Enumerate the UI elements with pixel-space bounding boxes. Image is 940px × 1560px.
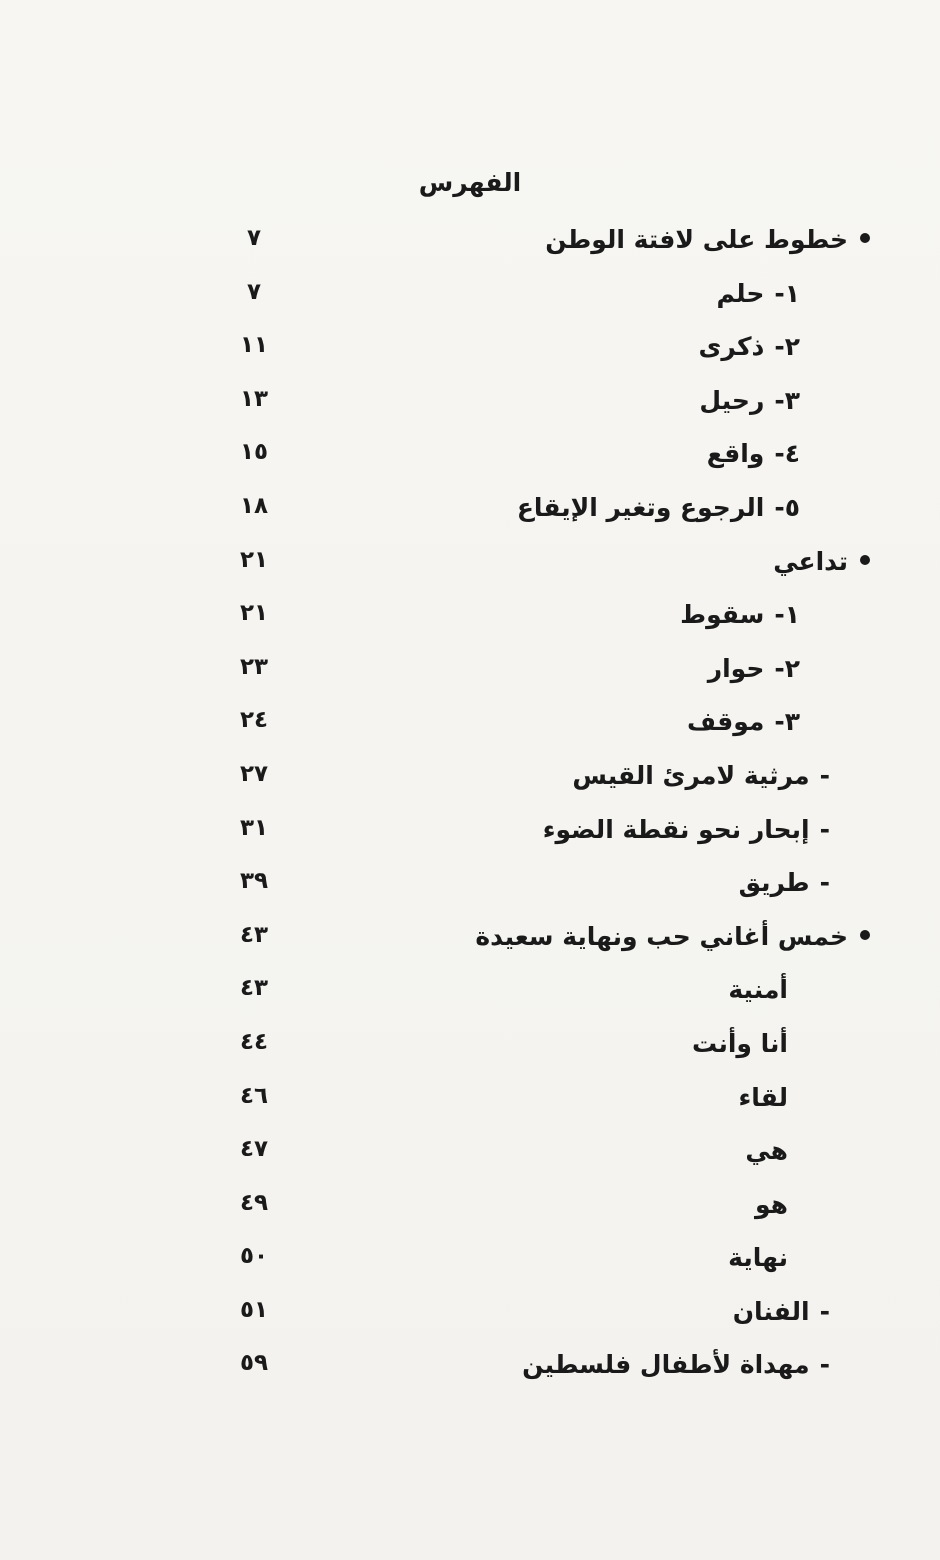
toc-entry-title [728, 1243, 788, 1272]
toc-entry-text: أمنية [728, 975, 788, 1005]
toc-entry [0, 1021, 940, 1075]
toc-entry-marker: - [819, 1296, 830, 1326]
toc-entry-title [773, 547, 870, 576]
toc-entry-marker: ١- [774, 278, 800, 308]
toc-entry-title [728, 975, 788, 1004]
toc-entry-text: تداعي [773, 546, 848, 576]
page-title: الفهرس [418, 168, 522, 197]
toc-entry-marker: - [819, 814, 830, 844]
page-number: ٥٩ [239, 1350, 269, 1377]
toc-entry-title [475, 922, 870, 951]
page-number: ٧ [246, 225, 262, 251]
toc-entry-text: أنا وأنت [691, 1028, 788, 1058]
toc-entry-marker: ٥- [774, 492, 800, 522]
toc-entry-title [572, 761, 830, 790]
page-number: ٤٧ [239, 1136, 269, 1163]
toc-entry-text: واقع [706, 439, 765, 469]
page-number: ٢١ [239, 600, 269, 627]
page-number: ٤٤ [239, 1028, 269, 1055]
toc-entry-text: هو [754, 1189, 788, 1219]
toc-entry [0, 1342, 940, 1396]
toc-entry-text: حلم [716, 278, 765, 308]
toc-entry [0, 807, 940, 861]
toc-entry [0, 914, 940, 968]
toc-entry-text: إبحار نحو نقطة الضوء [542, 814, 810, 844]
toc-entry-text: ذكرى [698, 332, 765, 362]
toc-entry [0, 646, 940, 700]
bullet-icon [860, 233, 870, 243]
toc-entry [0, 1235, 940, 1289]
toc-entry-title [717, 279, 800, 308]
bullet-icon [860, 555, 870, 565]
toc-entry-title [755, 1190, 788, 1219]
toc-entry-marker: ٣- [774, 707, 800, 737]
toc-entry-text: سقوط [680, 600, 765, 630]
toc-entry [0, 539, 940, 593]
toc-entry [0, 217, 940, 271]
toc-entry [0, 753, 940, 807]
toc-entry-text: خطوط على لافتة الوطن [545, 225, 848, 254]
page-number: ٥١ [239, 1296, 269, 1323]
page-number: ٣٩ [239, 868, 269, 895]
toc-entry-title [522, 1350, 830, 1379]
toc-entry-marker: ٢- [774, 332, 800, 362]
toc-entry-title [517, 493, 800, 522]
page-number: ١٨ [239, 492, 269, 519]
toc-entry [0, 378, 940, 432]
toc-entry-marker: ١- [774, 600, 800, 630]
toc-entry-text: الرجوع وتغير الإيقاع [516, 492, 765, 522]
toc-entry [0, 699, 940, 753]
toc-entry-text: رحيل [699, 385, 765, 415]
page-number: ٢٣ [239, 653, 269, 680]
page-number: ٣١ [239, 814, 269, 841]
toc-entry-title [707, 439, 800, 468]
toc-entry-text: لقاء [738, 1082, 788, 1112]
toc-entry [0, 1075, 940, 1129]
page-number: ١١ [239, 332, 269, 359]
toc-entry-title [687, 707, 800, 736]
page-number: ٧ [246, 278, 262, 305]
page-number: ٢٧ [239, 760, 269, 787]
toc-entry-title [692, 1029, 788, 1058]
page-number: ٤٣ [239, 975, 269, 1002]
table-of-contents [0, 217, 940, 1396]
toc-entry-title [739, 868, 830, 897]
toc-entry [0, 485, 940, 539]
toc-entry-text: مرثية لامرئ القيس [572, 760, 810, 790]
page-number: ٢١ [239, 546, 269, 573]
page-number: ٤٦ [239, 1082, 269, 1109]
page-number: ٥٠ [239, 1243, 269, 1270]
bullet-icon [860, 930, 870, 940]
toc-entry-title [680, 600, 800, 629]
toc-entry [0, 860, 940, 914]
toc-entry-text: الفنان [732, 1296, 810, 1326]
toc-entry-title [745, 1136, 788, 1165]
toc-entry [0, 1289, 940, 1343]
toc-entry-marker: - [819, 1350, 830, 1380]
toc-entry-title [699, 332, 801, 361]
toc-entry [0, 1182, 940, 1236]
toc-entry [0, 324, 940, 378]
page-number: ١٣ [239, 385, 269, 412]
toc-entry-title [738, 1083, 788, 1112]
toc-entry-title [708, 654, 800, 683]
page-number: ١٥ [239, 439, 269, 466]
toc-entry-text: نهاية [728, 1243, 788, 1273]
toc-entry-text: خمس أغاني حب ونهاية سعيدة [475, 921, 848, 951]
toc-entry-marker: ٤- [774, 439, 800, 469]
toc-entry-title [733, 1297, 830, 1326]
toc-entry [0, 431, 940, 485]
toc-entry [0, 271, 940, 325]
toc-entry-text: مهداة لأطفال فلسطين [522, 1350, 810, 1380]
toc-entry-title [545, 225, 870, 254]
toc-entry-text: موقف [687, 707, 765, 737]
toc-entry [0, 967, 940, 1021]
toc-entry-marker: - [819, 760, 830, 790]
toc-entry-text: هي [745, 1136, 788, 1166]
page-number: ٤٣ [239, 921, 269, 948]
toc-entry-text: حوار [707, 653, 765, 683]
toc-entry-text: طريق [738, 868, 810, 898]
page-number: ٤٩ [239, 1189, 269, 1216]
toc-entry-marker: ٢- [774, 653, 800, 683]
toc-entry [0, 1128, 940, 1182]
page-number: ٢٤ [239, 707, 269, 734]
toc-entry-marker: - [819, 868, 830, 898]
toc-entry-title [699, 386, 800, 415]
toc-entry-title [543, 815, 830, 844]
toc-entry [0, 592, 940, 646]
toc-entry-marker: ٣- [774, 385, 800, 415]
